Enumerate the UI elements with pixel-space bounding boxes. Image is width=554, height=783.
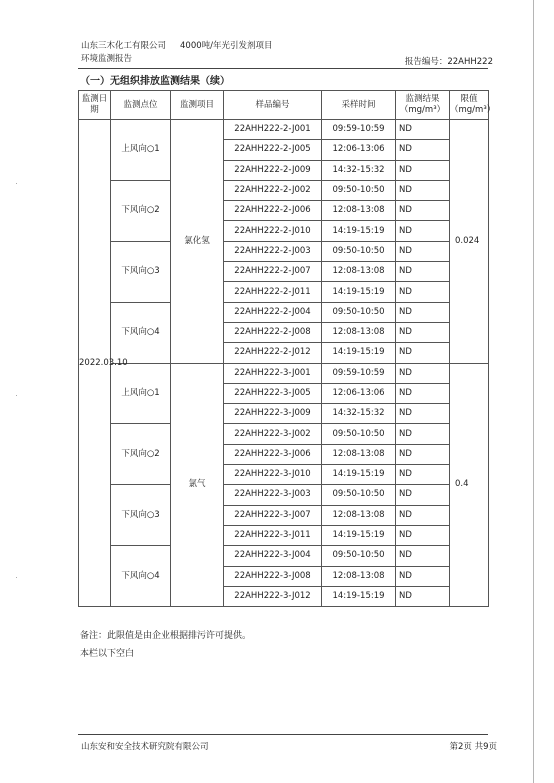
result-cell: ND — [396, 465, 450, 485]
result-cell: ND — [396, 546, 450, 566]
col-header-point: 监测点位 — [111, 91, 171, 120]
company-name: 山东三木化工有限公司 — [81, 41, 167, 51]
section-title: （一）无组织排放监测结果（续） — [80, 76, 230, 87]
result-cell: ND — [396, 505, 450, 525]
result-cell: ND — [396, 180, 450, 200]
sample-time-cell: 14:19-15:19 — [322, 343, 396, 363]
result-cell: ND — [396, 343, 450, 363]
sample-time-cell: 09:59-10:59 — [322, 120, 396, 140]
notes-block — [80, 627, 251, 663]
result-cell: ND — [396, 566, 450, 586]
sample-time-cell: 09:50-10:50 — [322, 485, 396, 505]
sample-time-cell: 12:08-13:08 — [322, 322, 396, 342]
col-header-item: 监测项目 — [171, 91, 224, 120]
sample-time-cell: 14:19-15:19 — [322, 465, 396, 485]
monitor-item-cell: 氯化氢 — [171, 120, 224, 364]
col-header-result: 监测结果（mg/m³） — [396, 91, 450, 120]
monitor-point-cell: 下风向○4 — [111, 546, 171, 607]
result-cell: ND — [396, 302, 450, 322]
table-row — [79, 363, 489, 383]
result-cell: ND — [396, 282, 450, 302]
result-cell: ND — [396, 221, 450, 241]
sample-id-cell: 22AHH222-2-J004 — [224, 302, 322, 322]
result-cell: ND — [396, 201, 450, 221]
sample-time-cell: 09:50-10:50 — [322, 546, 396, 566]
sample-id-cell: 22AHH222-2-J009 — [224, 160, 322, 180]
sample-id-cell: 22AHH222-2-J005 — [224, 140, 322, 160]
scan-dot — [16, 577, 17, 578]
report-type: 环境监测报告 — [81, 54, 133, 64]
sample-id-cell: 22AHH222-3-J007 — [224, 505, 322, 525]
monitor-item-cell: 氯气 — [171, 363, 224, 607]
table-row — [79, 241, 489, 261]
header-line-1 — [81, 40, 273, 53]
sample-time-cell: 09:50-10:50 — [322, 241, 396, 261]
sample-id-cell: 22AHH222-2-J006 — [224, 201, 322, 221]
table-row — [79, 180, 489, 200]
sample-id-cell: 22AHH222-3-J005 — [224, 383, 322, 403]
project-name: 4000吨/年光引发剂项目 — [180, 41, 273, 51]
sample-time-cell: 12:06-13:06 — [322, 383, 396, 403]
result-cell: ND — [396, 322, 450, 342]
page-header — [81, 40, 273, 66]
sample-id-cell: 22AHH222-2-J003 — [224, 241, 322, 261]
limit-cell: 0.024 — [450, 120, 489, 364]
sample-time-cell: 14:32-15:32 — [322, 404, 396, 424]
blank-note: 本栏以下空白 — [80, 649, 135, 659]
sample-time-cell: 14:19-15:19 — [322, 586, 396, 606]
sample-id-cell: 22AHH222-3-J001 — [224, 363, 322, 383]
sample-id-cell: 22AHH222-3-J008 — [224, 566, 322, 586]
result-cell: ND — [396, 241, 450, 261]
sample-id-cell: 22AHH222-3-J009 — [224, 404, 322, 424]
page-edge-line — [533, 0, 534, 783]
monitor-point-cell: 下风向○2 — [111, 424, 171, 485]
sample-time-cell: 12:08-13:08 — [322, 566, 396, 586]
sample-time-cell: 12:08-13:08 — [322, 505, 396, 525]
sample-time-cell: 14:19-15:19 — [322, 525, 396, 545]
page-number: 第2页 共9页 — [449, 742, 497, 752]
header-divider — [78, 68, 488, 69]
sample-id-cell: 22AHH222-3-J006 — [224, 444, 322, 464]
sample-time-cell: 14:32-15:32 — [322, 160, 396, 180]
monitor-point-cell: 下风向○4 — [111, 302, 171, 363]
result-cell: ND — [396, 140, 450, 160]
sample-id-cell: 22AHH222-2-J011 — [224, 282, 322, 302]
sample-time-cell: 09:50-10:50 — [322, 302, 396, 322]
sample-id-cell: 22AHH222-2-J008 — [224, 322, 322, 342]
table-row — [79, 546, 489, 566]
result-cell: ND — [396, 485, 450, 505]
table-body — [79, 120, 489, 607]
sample-id-cell: 22AHH222-3-J011 — [224, 525, 322, 545]
monitor-point-cell: 下风向○2 — [111, 180, 171, 241]
footer-institute: 山东安和安全技术研究院有限公司 — [81, 742, 209, 752]
sample-id-cell: 22AHH222-2-J012 — [224, 343, 322, 363]
result-cell: ND — [396, 160, 450, 180]
limit-cell: 0.4 — [450, 363, 489, 607]
footer-divider — [78, 734, 488, 735]
sample-id-cell: 22AHH222-3-J012 — [224, 586, 322, 606]
sample-id-cell: 22AHH222-3-J010 — [224, 465, 322, 485]
result-cell: ND — [396, 525, 450, 545]
sample-time-cell: 09:50-10:50 — [322, 180, 396, 200]
result-cell: ND — [396, 363, 450, 383]
table-row — [79, 485, 489, 505]
remark-note: 备注：此限值是由企业根据排污许可提供。 — [80, 631, 252, 641]
sample-id-cell: 22AHH222-3-J002 — [224, 424, 322, 444]
col-header-limit: 限值（mg/m³） — [450, 91, 489, 120]
col-header-sample: 样品编号 — [224, 91, 322, 120]
sample-id-cell: 22AHH222-2-J002 — [224, 180, 322, 200]
result-cell: ND — [396, 262, 450, 282]
results-table — [78, 90, 496, 607]
col-header-date: 监测日期 — [79, 91, 111, 120]
sample-time-cell: 14:19-15:19 — [322, 282, 396, 302]
sample-time-cell: 12:08-13:08 — [322, 201, 396, 221]
result-cell: ND — [396, 424, 450, 444]
result-cell: ND — [396, 444, 450, 464]
sample-time-cell: 12:06-13:06 — [322, 140, 396, 160]
monitor-point-cell: 上风向○1 — [111, 120, 171, 181]
sample-time-cell: 14:19-15:19 — [322, 221, 396, 241]
scan-dot — [16, 395, 17, 396]
table-row — [79, 302, 489, 322]
scan-dot — [16, 183, 17, 184]
sample-time-cell: 12:08-13:08 — [322, 444, 396, 464]
result-cell: ND — [396, 383, 450, 403]
sample-time-cell: 09:59-10:59 — [322, 363, 396, 383]
table-row — [79, 120, 489, 140]
monitor-point-cell: 下风向○3 — [111, 241, 171, 302]
monitor-point-cell: 上风向○1 — [111, 363, 171, 424]
sample-time-cell: 09:50-10:50 — [322, 424, 396, 444]
sample-id-cell: 22AHH222-3-J003 — [224, 485, 322, 505]
result-cell: ND — [396, 586, 450, 606]
result-cell: ND — [396, 404, 450, 424]
monitor-date-cell: 2022.03.10 — [79, 120, 111, 607]
sample-time-cell: 12:08-13:08 — [322, 262, 396, 282]
sample-id-cell: 22AHH222-2-J010 — [224, 221, 322, 241]
report-number: 报告编号：22AHH222 — [404, 57, 493, 67]
sample-id-cell: 22AHH222-2-J001 — [224, 120, 322, 140]
sample-id-cell: 22AHH222-2-J007 — [224, 262, 322, 282]
table-header-row — [79, 91, 489, 120]
table-row — [79, 424, 489, 444]
monitor-point-cell: 下风向○3 — [111, 485, 171, 546]
result-cell: ND — [396, 120, 450, 140]
sample-id-cell: 22AHH222-3-J004 — [224, 546, 322, 566]
col-header-time: 采样时间 — [322, 91, 396, 120]
